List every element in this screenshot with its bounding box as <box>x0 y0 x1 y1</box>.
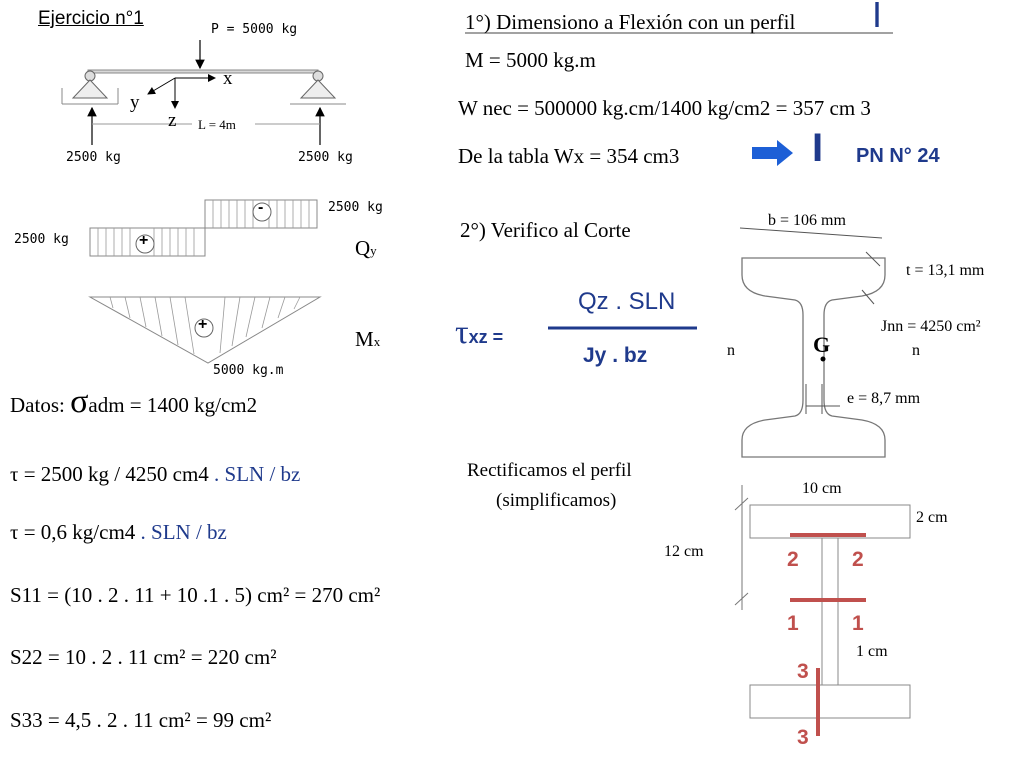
shear-diagram <box>90 200 317 256</box>
moment-label-sub: x <box>373 334 381 349</box>
exercise-title: Ejercicio n°1 <box>38 8 144 29</box>
reaction-right-label: 2500 kg <box>298 150 353 165</box>
tau-line-2 <box>10 520 227 545</box>
section-2-right: 2 <box>852 548 864 571</box>
shear-negative-sign: - <box>258 199 264 216</box>
left-support <box>62 71 118 104</box>
simplified-profile <box>735 485 910 736</box>
s22-equation: S22 = 10 . 2 . 11 cm² = 220 cm² <box>10 645 277 669</box>
dim-b: b = 106 mm <box>768 212 846 229</box>
shear-label-main: Q <box>355 236 371 260</box>
tau-subscript: xz = <box>468 327 504 347</box>
simp-web: 1 cm <box>856 643 888 660</box>
table-arrow <box>752 140 793 166</box>
shear-positive-sign: + <box>139 232 149 249</box>
moment-value: 5000 kg.m <box>213 363 284 378</box>
s11-equation: S11 = (10 . 2 . 11 + 10 .1 . 5) cm² = 270 cm² <box>10 583 381 607</box>
profile-symbol-2: I <box>812 126 824 170</box>
span-label: L = 4m <box>198 117 236 132</box>
axis-y-label: y <box>130 92 140 113</box>
dim-t: t = 13,1 mm <box>906 262 985 279</box>
shear-right-value: 2500 kg <box>328 200 383 215</box>
axis-y <box>148 78 175 94</box>
profile-symbol: I <box>872 0 883 35</box>
tau2-tail: . SLN / bz <box>135 520 227 544</box>
centroid-label: G <box>813 332 831 357</box>
tau-symbol: τ <box>455 314 469 351</box>
rect-title-2: (simplificamos) <box>496 490 617 511</box>
neutral-axis-left: n <box>727 342 735 359</box>
tau1-tail: . SLN / bz <box>208 462 301 486</box>
section-2-left: 2 <box>787 548 799 571</box>
axis-x-label: x <box>223 68 233 89</box>
datos-line <box>10 383 258 420</box>
datos-value: adm = 1400 kg/cm2 <box>88 393 258 417</box>
right-support <box>290 71 346 104</box>
simp-flange: 2 cm <box>916 509 948 526</box>
jnn-value: Jnn = 4250 cm² <box>881 318 981 335</box>
moment-label <box>355 327 380 352</box>
step1-title: 1°) Dimensiono a Flexión con un perfil <box>465 10 796 34</box>
moment-label-main: M <box>355 327 374 351</box>
rect-title-1: Rectificamos el perfil <box>467 460 632 481</box>
pn-designation: PN N° 24 <box>856 145 940 167</box>
section-3-top: 3 <box>797 660 809 683</box>
tau-line-1 <box>10 462 300 487</box>
s33-equation: S33 = 4,5 . 2 . 11 cm² = 99 cm² <box>10 708 272 732</box>
moment-positive-sign: + <box>198 316 208 333</box>
simp-width: 10 cm <box>802 480 842 497</box>
axis-z-label: z <box>168 110 177 131</box>
section-1-left: 1 <box>787 612 799 635</box>
fraction-denominator: Jy . bz <box>583 344 648 367</box>
sigma-symbol: σ <box>70 383 89 420</box>
table-wx: De la tabla Wx = 354 cm3 <box>458 144 680 168</box>
dim-e: e = 8,7 mm <box>847 390 921 407</box>
tau2-main: τ = 0,6 kg/cm4 <box>10 520 136 544</box>
datos-prefix: Datos: <box>10 393 71 417</box>
section-3-bottom: 3 <box>797 726 809 749</box>
section-1-right: 1 <box>852 612 864 635</box>
load-label: P = 5000 kg <box>211 22 298 37</box>
moment-design: M = 5000 kg.m <box>465 48 596 72</box>
simp-height: 12 cm <box>664 543 704 560</box>
beam <box>88 70 318 73</box>
fraction-numerator: Qz . SLN <box>578 288 676 315</box>
w-necessary: W nec = 500000 kg.cm/1400 kg/cm2 = 357 cm 3 <box>458 96 871 120</box>
shear-left-value: 2500 kg <box>14 232 69 247</box>
neutral-axis-right: n <box>912 342 920 359</box>
shear-label-sub: y <box>370 243 377 258</box>
reaction-left-label: 2500 kg <box>66 150 121 165</box>
shear-label <box>355 236 377 261</box>
tau-xz-label <box>455 314 503 352</box>
step2-title: 2°) Verifico al Corte <box>460 218 631 242</box>
tau1-main: τ = 2500 kg / 4250 cm4 <box>10 462 209 486</box>
